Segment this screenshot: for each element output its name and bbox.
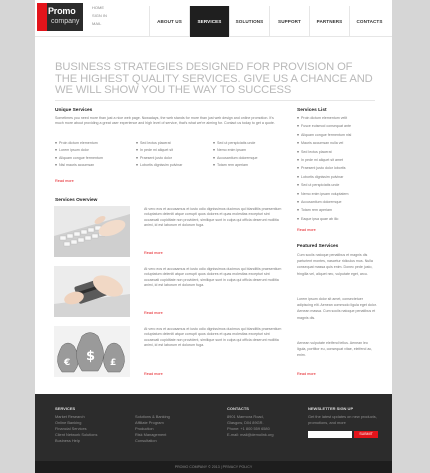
list-item[interactable]: » Sed ut perspiciatis unde [213, 140, 258, 147]
util-link-sign-in[interactable]: SIGN IN [92, 13, 107, 18]
overview-text-1: At vero eos et accusamus et iusto odio dignissimos ducimus qui blanditiis praesentium voluptatum deleniti atque corrupti quos dolores et quas molestias excepturi sint occaecati cupiditate non provident, similique sunt in culpa qui officia deserunt mollitia animi, id est laborum et dolorum fuga. [144, 207, 282, 228]
overview-read-more-3[interactable]: Read more [144, 372, 163, 376]
overview-text-2: At vero eos et accusamus et iusto odio dignissimos ducimus qui blanditiis praesentium voluptatum deleniti atque corrupti quos dolores et quas molestias excepturi sint occaecati cupiditate non provident, similique sunt in culpa qui officia deserunt mollitia animi, id est laborum et dolorum fuga. [144, 267, 282, 288]
featured-services-title: Featured Services [297, 244, 339, 249]
divider [55, 100, 375, 101]
unique-list-col2 [136, 140, 182, 169]
featured-text-1: Cum sociis natoque penatibus et magnis dis parturient montes, nascetur ridiculus mus. Nulla consequat massa quis enim. Donec pede justo, fringilla vel, aliquet nec, vulputate eget, arcu. [297, 253, 373, 276]
featured-text-2: Lorem ipsum dolor sit amet, consectetuer adipiscing elit. Aenean commodo ligula eget dolor. Aenean massa. Cum sociis natoque penatibus et magnis dis. [297, 297, 377, 320]
svg-text:$: $ [86, 349, 96, 364]
logo-accent [37, 3, 47, 31]
list-item[interactable]: » Aliquam congue fermentum [55, 155, 103, 162]
footer-link[interactable]: Financial Services [55, 425, 87, 431]
contact-city: Glasgow, D04 89GR. [227, 419, 264, 425]
contact-phone: Phone: +1 800 559 6580 [227, 425, 270, 431]
footer-link[interactable]: Online Banking [55, 419, 82, 425]
list-item[interactable]: » Praesent justo dolor lobortis [297, 164, 351, 172]
list-item[interactable]: » Mauris accumsan nulla vel [297, 139, 351, 147]
nav-contacts[interactable]: CONTACTS [356, 19, 383, 24]
util-link-mail[interactable]: MAIL [92, 21, 102, 26]
footer-services-col2 [135, 414, 170, 444]
list-item[interactable]: » In pede mi aliquet sit amet [297, 156, 351, 164]
logo-name: Promo [48, 6, 76, 16]
newsletter-text: Get the latest updates on new products, promotions, and more [308, 414, 377, 425]
list-item[interactable]: » Sed lectus placerat [136, 140, 182, 147]
list-item[interactable]: » Eaque ipsa quae ab illo [297, 215, 351, 223]
overview-read-more-2[interactable]: Read more [144, 311, 163, 315]
nav-partners[interactable]: PARTNERS [316, 19, 343, 24]
main-nav [149, 6, 389, 37]
util-link-home[interactable]: HOME [92, 5, 104, 10]
services-list-title: Services List [297, 108, 327, 113]
list-item[interactable]: » Nemo enim ipsam [213, 147, 258, 154]
unique-read-more-link[interactable]: Read more [55, 179, 74, 183]
footer [35, 394, 392, 461]
logo-sub: company [51, 18, 80, 25]
svg-text:€: € [64, 358, 71, 368]
newsletter-title: NEWSLETTER SIGN UP [308, 406, 354, 411]
keyboard-image [54, 206, 130, 257]
footer-services-title: SERVICES [55, 406, 76, 411]
overview-read-more-1[interactable]: Read more [144, 251, 163, 255]
list-item[interactable]: » In pede mi aliquet sit [136, 147, 182, 154]
featured-text-3: Aenean vulputate eleifend tellus. Aenean leo ligula, porttitor eu, consequat vitae, eleifend ac, enim. [297, 341, 373, 358]
list-item[interactable]: » Sed ut perspiciatis unde [297, 181, 351, 189]
footer-link[interactable]: Production [135, 425, 154, 431]
nav-about-us[interactable]: ABOUT US [157, 19, 182, 24]
copyright: PROMO COMPANY © 2013 | PRIVACY POLICY [35, 461, 392, 473]
featured-read-more[interactable]: Read more [297, 372, 316, 376]
footer-link[interactable]: Risk Management [135, 431, 167, 437]
list-item[interactable]: » Nisl mauris accumsan [55, 162, 103, 169]
list-item[interactable]: » Aliquam congue fermentum nisl [297, 131, 351, 139]
nav-solutions[interactable]: SOLUTIONS [235, 19, 264, 24]
services-overview-title: Services Overview [55, 198, 98, 203]
svg-text:£: £ [110, 358, 117, 368]
footer-contacts [227, 414, 274, 438]
newsletter-submit-button[interactable]: SUBMIT [354, 431, 378, 438]
list-item[interactable]: » Accusantium doloremque [297, 198, 351, 206]
credit-card-image [54, 266, 130, 317]
footer-link[interactable]: Solutions & Banking [135, 414, 170, 419]
unique-list-col3 [213, 140, 258, 169]
money-bags-image [54, 326, 130, 377]
unique-services-title: Unique Services [55, 108, 93, 113]
footer-link[interactable]: Market Research [55, 414, 85, 419]
list-item[interactable]: » Lobortis dignissim pulvinar [297, 173, 351, 181]
list-item[interactable]: » Proin dictum elementum [55, 140, 103, 147]
header [35, 0, 392, 37]
list-item[interactable]: » Totam rem aperiam [213, 162, 258, 169]
unique-services-text: Sometimes you need more than just a nice web page. Nowadays, the web stands for more than just web design and online promotion. It's much more about providing a great user experience and high level of service, that's what we're aiming for. Contact us today to get a quote. [55, 116, 275, 126]
contact-email[interactable]: E-mail: mail@demolink.org [227, 431, 274, 437]
logo[interactable] [37, 3, 83, 31]
footer-contacts-title: CONTACTS [227, 406, 249, 411]
services-list [297, 114, 351, 223]
list-item[interactable]: » Fusce euismod consequat ante [297, 122, 351, 130]
nav-services[interactable]: SERVICES [190, 6, 229, 37]
utility-links [92, 4, 107, 28]
footer-link[interactable]: Affiliate Program [135, 419, 164, 425]
contact-address: 8901 Marmora Road, [227, 414, 264, 419]
nav-support[interactable]: SUPPORT [278, 19, 301, 24]
footer-services-col1 [55, 414, 97, 444]
overview-text-3: At vero eos et accusamus et iusto odio dignissimos ducimus qui blanditiis praesentium voluptatum deleniti atque corrupti quos dolores et quas molestias excepturi sint occaecati cupiditate non provident, similique sunt in culpa qui officia deserunt mollitia animi, id est laborum et dolorum fuga. [144, 327, 282, 348]
banner-heading: BUSINESS STRATEGIES DESIGNED FOR PROVISION OF THE HIGHEST QUALITY SERVICES. GIVE US A CHANCE AND WE WILL SHOW YOU THE WAY TO SUCCESS [55, 61, 373, 96]
list-item[interactable]: » Totam rem aperiam [297, 206, 351, 214]
list-item[interactable]: » Nemo enim ipsam voluptatem [297, 190, 351, 198]
unique-list-col1 [55, 140, 103, 169]
footer-link[interactable]: Business Help [55, 437, 80, 443]
footer-link[interactable]: Client Network Solutions [55, 431, 98, 437]
list-item[interactable]: » Accusantium doloremque [213, 155, 258, 162]
list-item[interactable]: » Lobortis dignissim pulvinar [136, 162, 182, 169]
list-item[interactable]: » Sed lectus placerat [297, 148, 351, 156]
list-item[interactable]: » Proin dictum elementum velit [297, 114, 351, 122]
footer-link[interactable]: Consultation [135, 437, 157, 443]
list-item[interactable]: » Lorem ipsum dolor [55, 147, 103, 154]
services-list-read-more[interactable]: Read more [297, 228, 316, 232]
list-item[interactable]: » Praesent justo dolor [136, 155, 182, 162]
newsletter-email-input[interactable] [308, 431, 352, 438]
